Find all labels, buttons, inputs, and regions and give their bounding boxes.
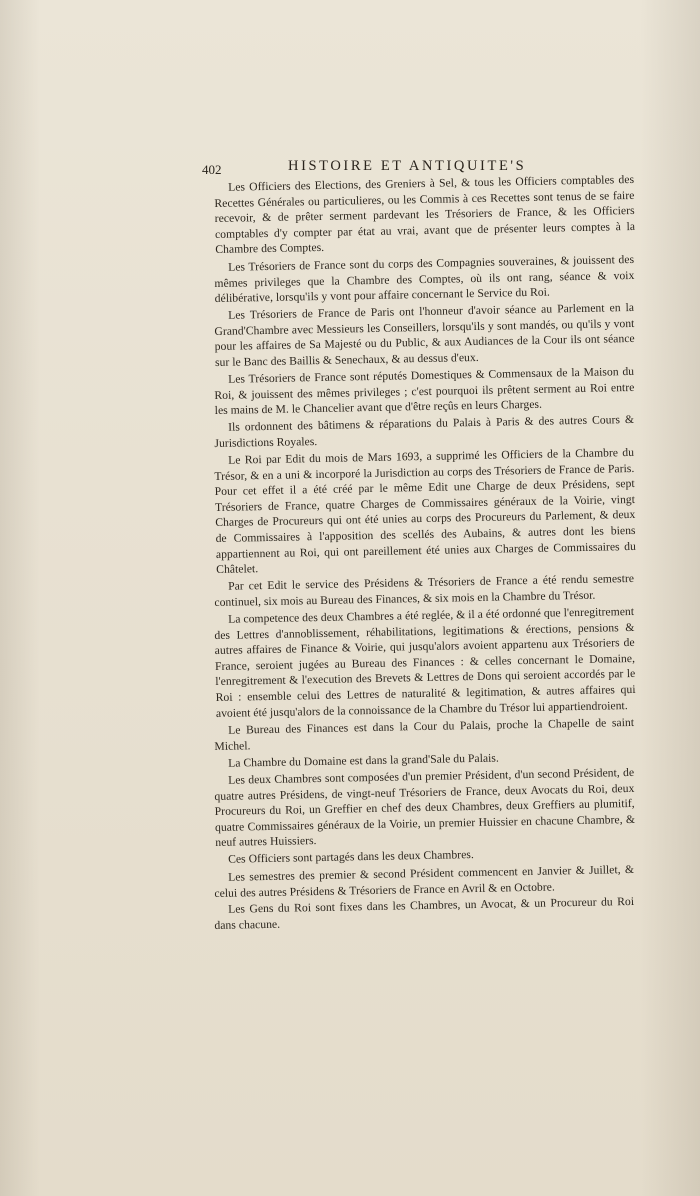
body-text [214, 172, 636, 935]
paragraph: Ils ordonnent des bâtimens & réparations du Palais à Paris & des autres Cours & Jurisdictions Royales. [214, 413, 635, 450]
paragraph: Les Trésoriers de France de Paris ont l'honneur d'avoir séance au Parlement en la Grand'Chambre avec Messieurs les Conseillers, lorsqu'ils y sont mandés, ou qu'ils y vont pour les affaires de Sa Majesté ou du Public, & aux Audiances de la Cour ils ont séance sur le Banc des Baillis & Senechaux, & au dessus d'eux. [214, 300, 635, 369]
running-head: HISTOIRE ET ANTIQUITE'S [288, 158, 527, 174]
paragraph: Le Bureau des Finances est dans la Cour du Palais, proche la Chapelle de saint Michel. [214, 715, 635, 753]
paragraph: Les Trésoriers de France sont du corps des Compagnies souveraines, & jouissent des mêmes privileges que la Chambre des Comptes, où ils ont rang, séance & voix délibérative, lorsqu'ils y vont pour affaire concernant le Service du Roi. [214, 252, 635, 305]
paragraph: Ces Officiers sont partagés dans les deux Chambres. [228, 848, 474, 867]
paragraph: Les semestres des premier & second Président commencent en Janvier & Juillet, & celui des autres Présidens & Trésoriers de France en Avril & en Octobre. [214, 862, 635, 900]
paragraph: La competence des deux Chambres a été reglée, & il a été ordonné que l'enregitrement des Lettres d'annoblissement, réhabilitations, legitimations & érections, pensions & autres affaires de Finance & Voirie, qui jusqu'alors avoient appartenu aux Trésoriers de France, seroient jugées au Bureau des Finances : & celles concernant le Domaine, l'enregitrement & l'execution des Brevets & Lettres de Dons qui seroient accordés par le Roi : ensemble celui des Lettres de naturalité & legitimation, & autres affaires qui avoient été jusqu'alors de la connoissance de la Chambre du Trésor lui appartiendroient. [214, 605, 636, 720]
paragraph: La Chambre du Domaine est dans la grand'Sale du Palais. [228, 751, 499, 770]
page-number: 402 [202, 162, 222, 177]
paragraph: Le Roi par Edit du mois de Mars 1693, a supprimé les Officiers de la Chambre du Trésor, & en a uni & incorporé la Jurisdiction au corps des Trésoriers de France de Paris. Pour cet effet il a été créé par le même Edit une Charge de deux Présidens, sept Trésoriers de France, quatre Charges de Commissaires généraux de la Voirie, vingt Charges de Procureurs qui ont été unies au corps des Procureurs du Parlement, & deux de Commissaires à l'apposition des scellés des Aubains, & autres dont les biens appartiennent au Roi, qui ont pareillement été unies aux Charges de Commissaires du Châtelet. [214, 445, 636, 577]
paragraph: Les Gens du Roi sont fixes dans les Chambres, un Avocat, & un Procureur du Roi dans chacune. [214, 895, 635, 933]
paragraph: Les Trésoriers de France sont réputés Domestiques & Commensaux de la Maison du Roi, & jouissent des mêmes privileges ; c'est pourquoi ils prêtent serment au Roi entre les mains de M. le Chancelier avant que d'être reçûs en leurs Charges. [214, 364, 635, 418]
paragraph: Les Officiers des Elections, des Greniers à Sel, & tous les Officiers comptables des Recettes Générales ou particulieres, ou les Commis à ces Recettes sont tenus de se faire recevoir, & de prêter serment pardevant les Trésoriers de France, & les Officiers comptables d'y compter par état au vrai, avant que de présenter leurs comptes à la Chambre des Comptes. [214, 172, 636, 257]
paragraph: Par cet Edit le service des Présidens & Trésoriers de France a été rendu semestre continuel, six mois au Bureau des Finances, & six mois en la Chambre du Trésor. [214, 572, 635, 609]
paragraph: Les deux Chambres sont composées d'un premier Président, d'un second Président, de quatre autres Présidens, de vingt-neuf Trésoriers de France, deux Avocats du Roi, deux Procureurs du Roi, un Greffier en chef des deux Chambres, deux Greffiers au plumitif, quatre Commissaires généraux de la Voirie, un premier Huissier en chacune Chambre, & neuf autres Huissiers. [214, 765, 636, 850]
